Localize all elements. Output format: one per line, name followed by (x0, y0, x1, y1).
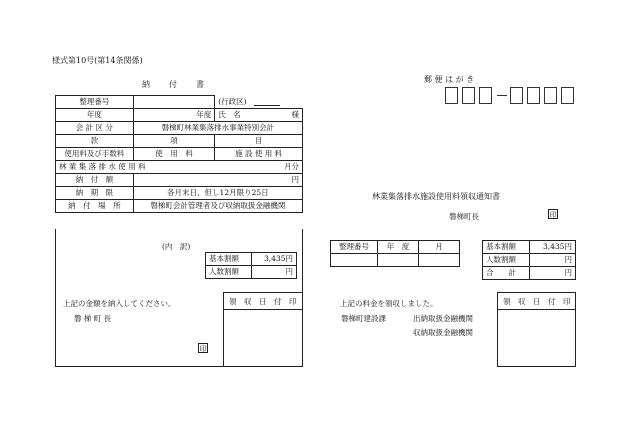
right-stamp-divider (497, 309, 576, 310)
moku-label: 目 (215, 135, 303, 148)
left-notice: 上記の金額を納入してください。 (63, 299, 176, 308)
right-amount-table (482, 240, 576, 280)
nofu-kigen-value: 各月末日、但し12月限り25日 (133, 187, 302, 200)
r-kihon-value: 3,435円 (530, 241, 576, 254)
left-mayor: 磐 梯 町 長 (74, 314, 112, 323)
r-seiri-bango-value (331, 254, 378, 267)
kan-label: 款 (56, 135, 134, 148)
nofu-basho-value: 磐梯町会計管理者及び収納取扱金融機関 (133, 200, 302, 213)
right-mayor: 磐梯町長 (449, 212, 479, 221)
r-gokei-value: 円 (530, 267, 576, 280)
postal-code-box-3[interactable] (479, 87, 492, 104)
ninzu-value: 円 (252, 266, 297, 279)
right-header-table (330, 240, 460, 267)
ninzu-label: 人数割額 (206, 266, 252, 279)
r-kihon-label: 基本割額 (483, 241, 530, 254)
r-ninzu-label: 人数割額 (483, 254, 530, 267)
left-main-table (55, 95, 303, 213)
r-ninzu-value: 円 (530, 254, 576, 267)
shimei-cell: 氏 名 様 (215, 109, 303, 122)
r-nendo-value (378, 254, 419, 267)
postal-code-box-2[interactable] (462, 87, 475, 104)
kaikei-kubun-label: 会 計 区 分 (56, 122, 134, 135)
nofu-kigen-label: 納 期 限 (56, 187, 134, 200)
gyoseiku-cell: (行政区) (215, 96, 303, 109)
right-notice: 上記の料金を領収しました。 (340, 299, 438, 308)
postal-code-box-7[interactable] (561, 87, 574, 104)
postcard-title: 郵 便 は が き (424, 75, 475, 84)
kihon-value: 3,435円 (252, 253, 297, 266)
nofu-gaku-value: 円 (133, 174, 302, 187)
postal-code-dash (497, 95, 507, 96)
right-dept: 磐梯町建設課 (341, 314, 386, 323)
kaikei-kubun-value: 磐梯町林業集落排水事業特別会計 (133, 122, 302, 135)
form-number: 様式第10号(第14条関係) (52, 56, 143, 65)
r-tsuki-value (419, 254, 460, 267)
postal-code-box-4[interactable] (510, 87, 523, 104)
postal-code-box-6[interactable] (544, 87, 557, 104)
shiyoryo-tesuryo: 使用料及び手数料 (56, 148, 134, 161)
gyoseiku-blank (254, 97, 280, 106)
left-seal: 印 (199, 345, 207, 353)
nendo-label-2: 年度 (133, 109, 215, 122)
shisetsu-shiyoryo: 施 設 使 用 料 (215, 148, 303, 161)
kihon-label: 基本割額 (206, 253, 252, 266)
seiri-bango-label: 整理番号 (56, 96, 134, 109)
postal-code-box-5[interactable] (527, 87, 540, 104)
right-shutsuno: 出納取扱金融機関 (413, 314, 473, 323)
notice-title: 林業集落排水施設使用料領収通知書 (372, 192, 500, 201)
kou-label: 項 (133, 135, 215, 148)
left-stamp-label: 領 収 日 付 印 (229, 297, 297, 306)
left-breakdown-table (205, 252, 297, 279)
postal-code-box-1[interactable] (445, 87, 458, 104)
left-title: 納 付 書 (142, 80, 205, 89)
nofu-basho-label: 納 付 場 所 (56, 200, 134, 213)
nofu-gaku-label: 納 付 額 (56, 174, 134, 187)
shiyoryo: 使 用 料 (133, 148, 215, 161)
r-nendo-label: 年 度 (378, 241, 419, 254)
left-stamp-divider (223, 309, 303, 310)
nendo-label-1: 年度 (56, 109, 134, 122)
seiri-bango-value (133, 96, 215, 109)
uchiwake-label: (内 訳) (162, 242, 191, 251)
r-tsuki-label: 月 (419, 241, 460, 254)
r-seiri-bango-label: 整理番号 (331, 241, 378, 254)
rin-shiyoryo-row: 林 業 集 落 排 水 使 用 料 月分 (56, 161, 303, 174)
r-gokei-label: 合 計 (483, 267, 530, 280)
right-shuno: 収納取扱金融機関 (413, 328, 473, 337)
right-stamp-label: 領 収 日 付 印 (503, 297, 571, 306)
right-seal: 印 (549, 211, 557, 219)
